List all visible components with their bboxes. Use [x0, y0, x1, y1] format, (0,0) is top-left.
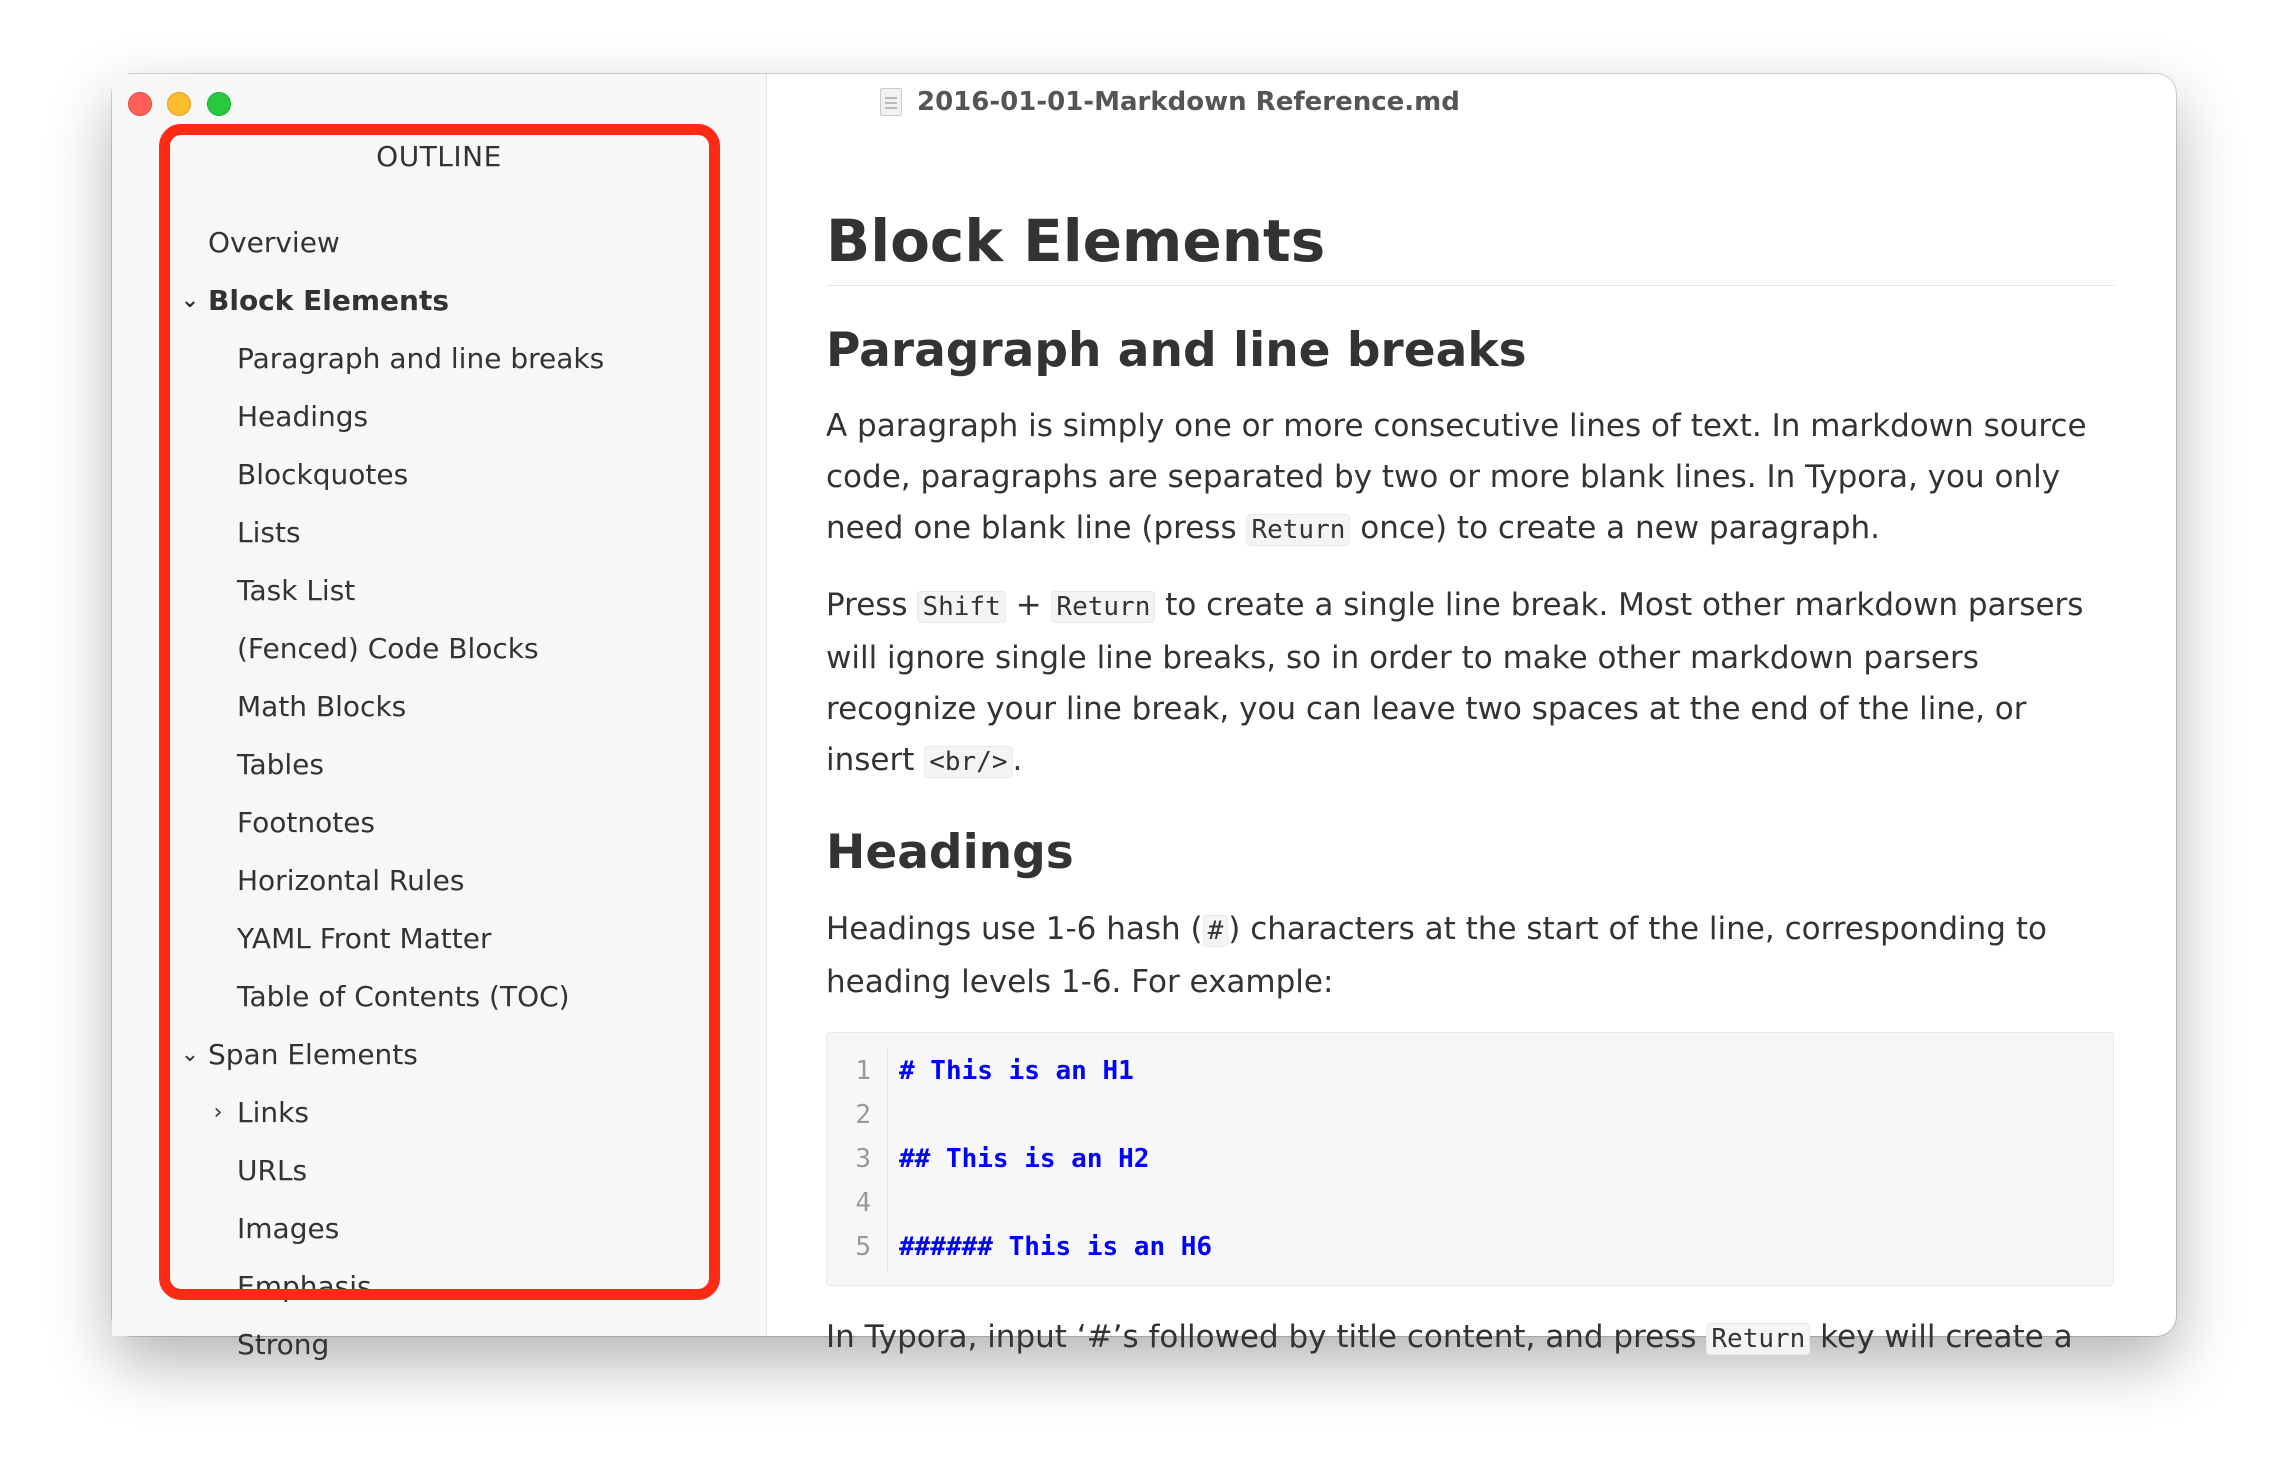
outline-item[interactable]	[112, 968, 766, 1026]
inline-code-return: Return	[1051, 591, 1155, 623]
outline-title: OUTLINE	[376, 140, 502, 173]
inline-code-br: <br/>	[924, 746, 1012, 778]
outline-item-label: Footnotes	[237, 806, 376, 839]
outline-item[interactable]	[112, 736, 766, 794]
chevron-down-icon[interactable]: ⌄	[180, 288, 200, 313]
inline-code-return: Return	[1246, 514, 1350, 546]
heading-block-elements: Block Elements	[826, 204, 2114, 286]
line-number: 1	[855, 1055, 871, 1086]
outline-item-label: Images	[237, 1212, 340, 1245]
line-number: 5	[855, 1231, 871, 1262]
code-line	[827, 1049, 2107, 1093]
outline-item[interactable]	[112, 852, 766, 910]
outline-item[interactable]	[112, 794, 766, 852]
app-window	[112, 74, 2176, 1361]
outline-item[interactable]	[112, 330, 766, 388]
minimize-window-button[interactable]	[167, 92, 191, 116]
outline-item-label: Headings	[237, 400, 369, 433]
outline-item-label: YAML Front Matter	[237, 922, 492, 955]
outline-item-label: Overview	[208, 226, 340, 259]
outline-item[interactable]	[112, 214, 766, 272]
code-line	[827, 1137, 2107, 1181]
chevron-down-icon[interactable]: ⌄	[180, 1042, 200, 1067]
line-number: 4	[855, 1187, 871, 1218]
inline-code-return: Return	[1706, 1323, 1810, 1355]
inline-code-hash: #	[1203, 915, 1229, 947]
outline-item-label: Tables	[237, 748, 324, 781]
outline-item-label: URLs	[237, 1154, 308, 1187]
paragraph-4: In Typora, input ‘#’s followed by title content, and press Return key will create a	[826, 1318, 2073, 1355]
close-window-button[interactable]	[128, 92, 152, 116]
outline-item[interactable]	[112, 272, 766, 330]
outline-item-label: Math Blocks	[237, 690, 407, 723]
outline-item-label: Horizontal Rules	[237, 864, 465, 897]
outline-item[interactable]	[112, 504, 766, 562]
inline-code-shift: Shift	[917, 591, 1005, 623]
outline-item-label: Strong	[237, 1328, 330, 1361]
line-number: 2	[855, 1099, 871, 1130]
code-block[interactable]	[826, 1032, 2114, 1286]
outline-item-label: Span Elements	[208, 1038, 418, 1071]
outline-item[interactable]	[112, 1084, 766, 1142]
paragraph-3: Headings use 1-6 hash ( # ) characters at the start of the line, corresponding to heading levels 1-6. For example:	[826, 910, 2047, 1000]
code-text: # This is an H1	[899, 1055, 1134, 1086]
outline-item-label: Paragraph and line breaks	[237, 342, 605, 375]
paragraph-1: A paragraph is simply one or more consecutive lines of text. In markdown source code, paragraphs are separated by two or more blank lines. In Typora, you only need one blank line (press Return once) to create a new paragraph.	[826, 408, 2087, 547]
outline-item-label: Links	[237, 1096, 309, 1129]
paragraph-2: Press Shift + Return to create a single line break. Most other markdown parsers will ignore single line breaks, so in order to make other markdown parsers recognize your line break, you can leave two spaces at the end of the line, or insert <br/> .	[826, 587, 2084, 779]
outline-item[interactable]	[112, 388, 766, 446]
outline-item-label: Lists	[237, 516, 301, 549]
outline-item-label: Task List	[237, 574, 356, 607]
code-line	[827, 1093, 2107, 1137]
code-text: ## This is an H2	[899, 1143, 1150, 1174]
outline-sidebar	[112, 74, 767, 1361]
chevron-right-icon[interactable]: ›	[213, 1100, 223, 1125]
outline-item[interactable]	[112, 910, 766, 968]
code-line	[827, 1181, 2107, 1225]
code-line	[827, 1225, 2107, 1269]
document-content[interactable]	[826, 204, 2114, 1389]
heading-paragraph-line-breaks: Paragraph and line breaks	[826, 323, 1527, 379]
outline-item-label: Block Elements	[208, 284, 450, 317]
outline-list	[112, 214, 766, 1374]
outline-item[interactable]	[112, 678, 766, 736]
outline-item-label: Emphasis	[237, 1270, 372, 1303]
outline-item[interactable]	[112, 446, 766, 504]
line-number: 3	[855, 1143, 871, 1174]
maximize-window-button[interactable]	[207, 92, 231, 116]
outline-item[interactable]	[112, 1316, 766, 1374]
outline-item-label: Blockquotes	[237, 458, 409, 491]
outline-item[interactable]	[112, 1258, 766, 1316]
outline-item-label: (Fenced) Code Blocks	[237, 632, 539, 665]
outline-item[interactable]	[112, 562, 766, 620]
window-file-title: 2016-01-01-Markdown Reference.md	[917, 87, 1460, 117]
outline-item[interactable]	[112, 1142, 766, 1200]
document-file-icon	[880, 88, 902, 116]
heading-headings: Headings	[826, 825, 1074, 881]
outline-item-label: Table of Contents (TOC)	[237, 980, 570, 1013]
outline-item[interactable]	[112, 620, 766, 678]
outline-item[interactable]	[112, 1026, 766, 1084]
code-text: ###### This is an H6	[899, 1231, 1213, 1262]
outline-item[interactable]	[112, 1200, 766, 1258]
